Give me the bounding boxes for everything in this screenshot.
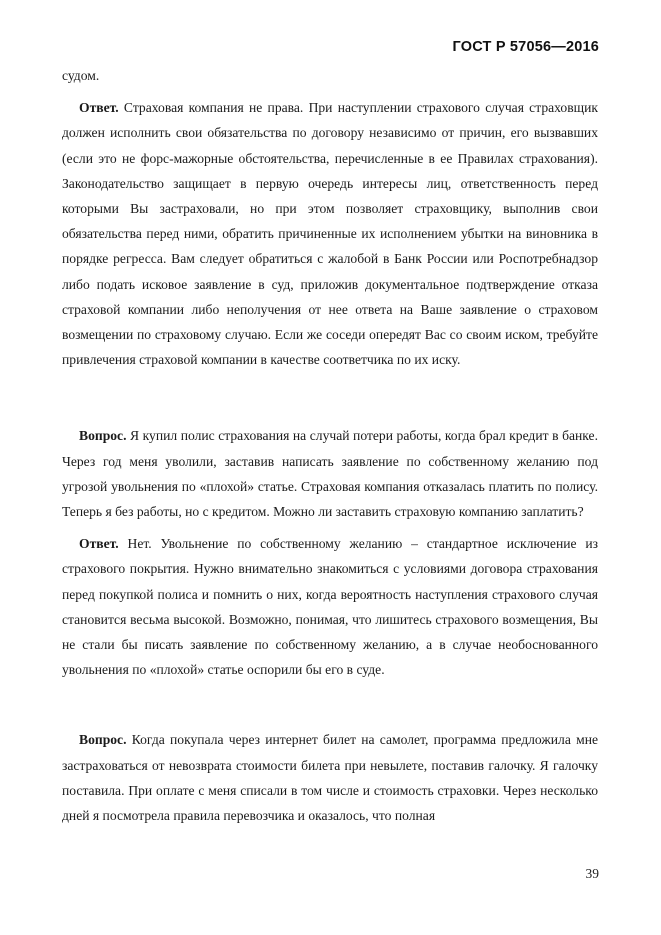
answer-text: Страховая компания не права. При наступлении страхового случая страховщик должен исполнить свои обязательства по договору независимо от причин, его вызвавших (если это не форс-мажорные обстоятельства, перечисленные в ее Правилах страхования). Законодательство защищает в первую очередь интересы лиц, ответственность перед которыми Вы застраховали, но при этом позволяет страховщику, выполнив свои обязательства перед ними, обратить причиненные их исполнением убытки на виновника в порядке регресса. Вам следует обратиться с жалобой в Банк России или Роспотребнадзор либо подать исковое заявление в суд, приложив документальное подтверждение отказа страховой компании либо неполучения от нее ответа на Ваше заявление о страховом возмещении по страховому случаю. Если же соседи опередят Вас со своим иском, требуйте привлечения страховой компании в качестве соответчика по их иску. <box>62 100 598 368</box>
question-paragraph <box>62 423 598 524</box>
page-body <box>62 63 598 828</box>
question-label: Вопрос. <box>79 428 127 444</box>
question-text: Я купил полис страхования на случай потери работы, когда брал кредит в банке. Через год меня уволили, заставив написать заявление по собственному желанию под угрозой увольнения по «плохой» статье. Страховая компания отказалась платить по полису. Теперь я без работы, но с кредитом. Можно ли заставить страховую компанию заплатить? <box>62 428 598 520</box>
document-header: ГОСТ Р 57056—2016 <box>452 39 599 55</box>
question-text: Когда покупала через интернет билет на самолет, программа предложила мне застраховаться от невозврата стоимости билета при невылете, поставив галочку. Я галочку поставила. При оплате с меня списали в том числе и стоимость страховки. Через несколько дней я посмотрела правила перевозчика и оказалось, что полная <box>62 732 598 824</box>
question-label: Вопрос. <box>79 732 127 748</box>
answer-paragraph <box>62 95 598 372</box>
answer-label: Ответ. <box>79 100 119 116</box>
continued-text: судом. <box>62 68 100 83</box>
answer-label: Ответ. <box>79 536 119 552</box>
page-number: 39 <box>585 866 599 881</box>
question-paragraph <box>62 727 598 828</box>
answer-paragraph <box>62 531 598 682</box>
answer-text: Нет. Увольнение по собственному желанию – стандартное исключение из страхового покрытия. Нужно внимательно знакомиться с условиями договора страхования перед покупкой полиса и помнить о них, когда вероятность наступления страхового случая становится весьма высокой. Возможно, понимая, что лишитесь страхового возмещения, Вы не стали бы писать заявление по собственному желанию, а в случае необоснованного увольнения по «плохой» статье оспорили бы его в суде. <box>62 536 598 678</box>
